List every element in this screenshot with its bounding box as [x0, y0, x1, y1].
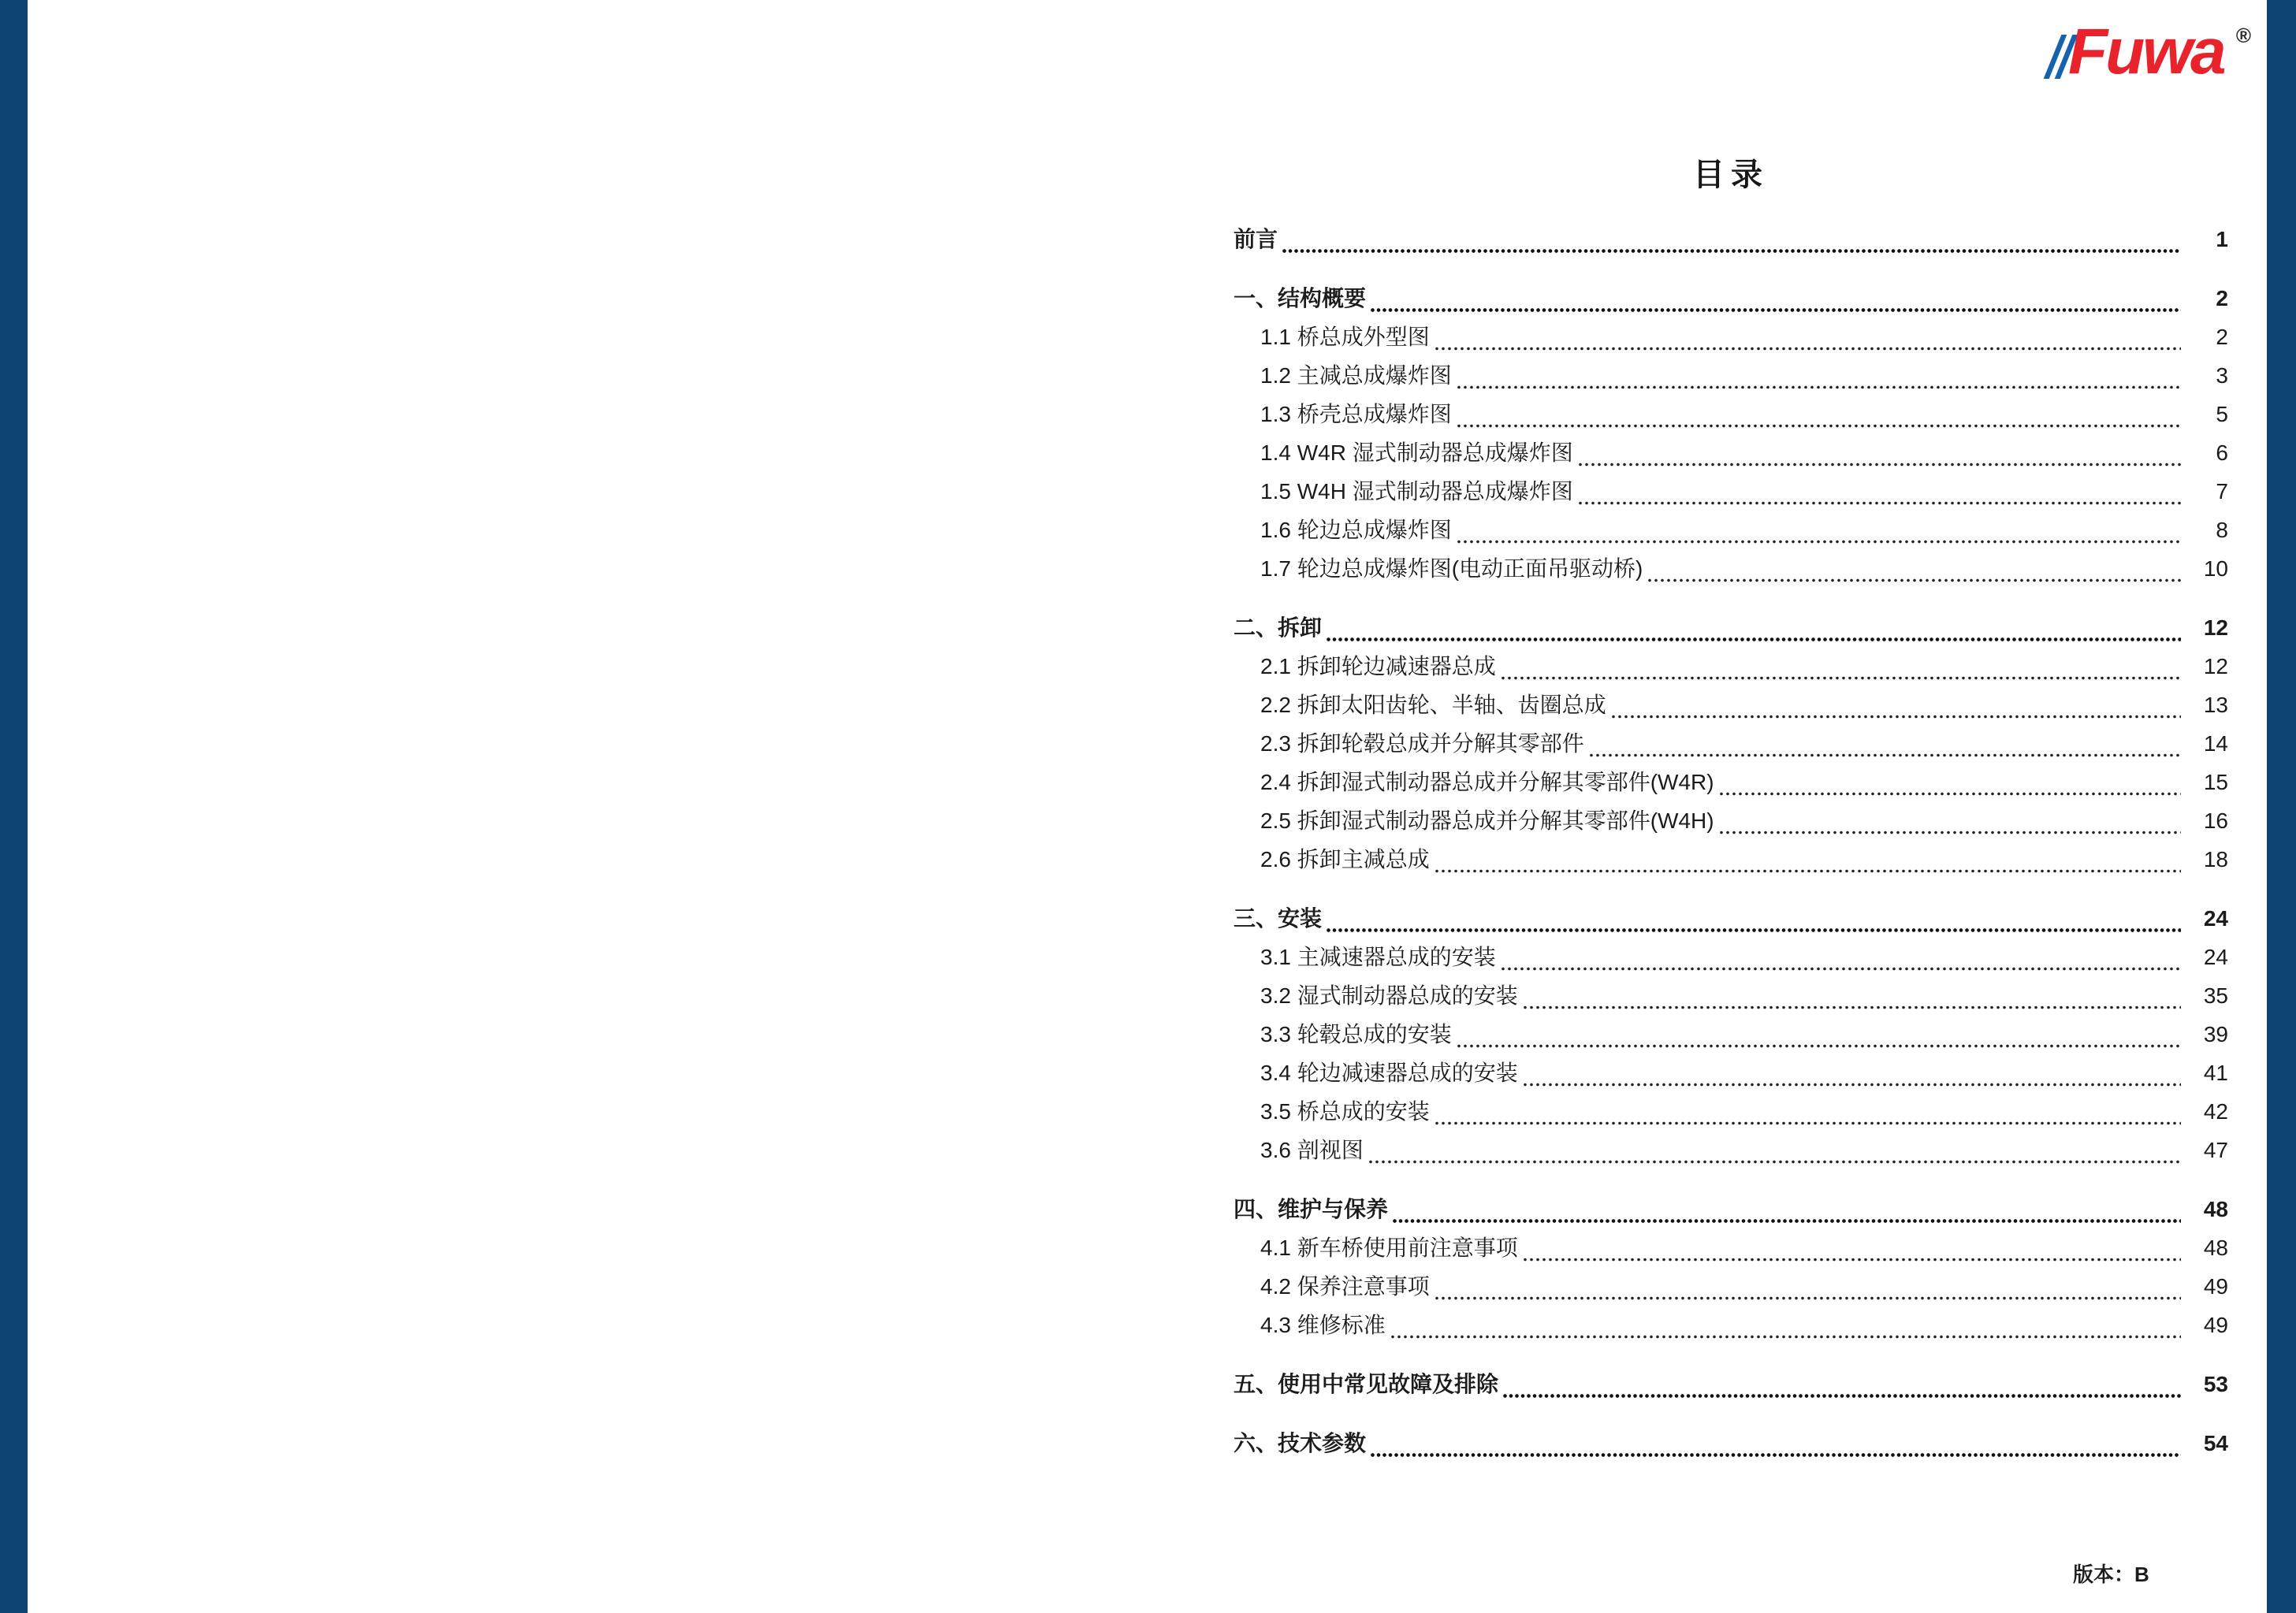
toc-entry[interactable]	[1234, 653, 2228, 692]
toc-page-number: 41	[2186, 1060, 2228, 1613]
toc-entry[interactable]	[1234, 1235, 2228, 1273]
toc-dot-leader	[1522, 1004, 2181, 1011]
toc-entry-label: 1.6 轮边总成爆炸图	[1260, 518, 1452, 542]
toc-dot-leader	[1392, 1217, 2181, 1225]
toc-dot-leader	[1282, 247, 2181, 255]
right-edge-bar	[2267, 0, 2296, 1613]
toc-dot-leader	[1326, 927, 2181, 934]
toc-entry[interactable]	[1234, 1312, 2228, 1351]
toc-entry-label: 2.1 拆卸轮边减速器总成	[1260, 654, 1496, 678]
toc-entry-label: 四、维护与保养	[1234, 1197, 1389, 1221]
toc-entry-label: 4.3 维修标准	[1260, 1313, 1386, 1337]
toc-dot-leader	[1434, 345, 2181, 352]
toc-page-number: 2	[2186, 285, 2228, 1613]
toc-entry[interactable]	[1234, 615, 2228, 653]
toc-entry-label: 2.2 拆卸太阳齿轮、半轴、齿圈总成	[1260, 693, 1606, 717]
toc-page-number: 48	[2186, 1235, 2228, 1613]
toc-entry[interactable]	[1234, 478, 2228, 517]
toc-dot-leader	[1326, 636, 2181, 643]
toc-dot-leader	[1456, 538, 2181, 545]
version-label: 版本：B	[2073, 1563, 2149, 1586]
toc-page-number: 7	[2186, 478, 2228, 1613]
toc-entry[interactable]	[1234, 983, 2228, 1021]
toc-dot-leader	[1370, 307, 2181, 314]
toc-entry-label: 3.1 主减速器总成的安装	[1260, 945, 1496, 969]
toc-page-number: 49	[2186, 1273, 2228, 1613]
toc-entry-label: 4.2 保养注意事项	[1260, 1274, 1430, 1299]
toc-dot-leader	[1500, 965, 2181, 972]
toc-dot-leader	[1456, 1043, 2181, 1050]
toc-dot-leader	[1434, 1120, 2181, 1127]
toc-entry-label: 2.3 拆卸轮毂总成并分解其零部件	[1260, 731, 1584, 756]
toc-entry[interactable]	[1234, 808, 2228, 846]
toc-page-number: 13	[2186, 692, 2228, 1613]
toc-dot-leader	[1522, 1081, 2181, 1088]
toc-entry-label: 2.4 拆卸湿式制动器总成并分解其零部件(W4R)	[1260, 770, 1714, 794]
toc-page-number: 24	[2186, 944, 2228, 1613]
toc-entry[interactable]	[1234, 362, 2228, 401]
toc-page-number: 14	[2186, 730, 2228, 1613]
toc-entry-label: 2.5 拆卸湿式制动器总成并分解其零部件(W4H)	[1260, 808, 1714, 833]
toc-dot-leader	[1370, 1451, 2181, 1459]
toc-page-number: 6	[2186, 440, 2228, 1613]
toc-entry-label: 三、安装	[1234, 906, 1323, 931]
toc-dot-leader	[1456, 384, 2181, 391]
toc-entry[interactable]	[1234, 905, 2228, 944]
toc-dot-leader	[1577, 461, 2181, 468]
toc-dot-leader	[1718, 790, 2181, 797]
toc-entry-label: 3.5 桥总成的安装	[1260, 1099, 1430, 1124]
toc-entry[interactable]	[1234, 1060, 2228, 1098]
toc-dot-leader	[1522, 1256, 2181, 1263]
toc-page-number: 10	[2186, 556, 2228, 1613]
logo-brand-text: Fuwa	[2068, 16, 2224, 87]
toc-entry[interactable]	[1234, 440, 2228, 478]
toc-entry-label: 1.7 轮边总成爆炸图(电动正面吊驱动桥)	[1260, 556, 1643, 581]
toc-page-number: 16	[2186, 808, 2228, 1613]
toc-dot-leader	[1718, 829, 2181, 836]
toc-entry[interactable]	[1234, 730, 2228, 769]
toc-entry-label: 4.1 新车桥使用前注意事项	[1260, 1236, 1518, 1260]
toc-page-number: 47	[2186, 1137, 2228, 1613]
toc-entry-label: 3.6 剖视图	[1260, 1138, 1364, 1162]
toc-entry[interactable]	[1234, 1430, 2228, 1469]
fuwa-logo	[2045, 16, 2251, 97]
toc-entry[interactable]	[1234, 1273, 2228, 1312]
toc-dot-leader	[1368, 1158, 2181, 1165]
toc-page-number: 5	[2186, 401, 2228, 1613]
toc-entry[interactable]	[1234, 517, 2228, 556]
toc-entry[interactable]	[1234, 401, 2228, 440]
toc-entry-label: 1.3 桥壳总成爆炸图	[1260, 402, 1452, 426]
toc-entry-label: 3.4 轮边减速器总成的安装	[1260, 1061, 1518, 1085]
toc-page-number: 2	[2186, 324, 2228, 1613]
toc-entry-label: 六、技术参数	[1234, 1431, 1367, 1455]
toc-entry[interactable]	[1234, 1098, 2228, 1137]
toc-entry[interactable]	[1234, 226, 2228, 265]
toc-entry-label: 前言	[1234, 227, 1278, 251]
toc-entry-label: 1.1 桥总成外型图	[1260, 325, 1430, 349]
toc-entry[interactable]	[1234, 285, 2228, 324]
toc-entry-label: 五、使用中常见故障及排除	[1234, 1372, 1499, 1396]
toc-entry-label: 1.2 主减总成爆炸图	[1260, 363, 1452, 388]
toc-entry[interactable]	[1234, 1196, 2228, 1235]
toc-entry[interactable]	[1234, 1137, 2228, 1176]
toc-page-number: 54	[2186, 1430, 2228, 1613]
toc-page-number: 24	[2186, 905, 2228, 1613]
toc-entry-label: 3.2 湿式制动器总成的安装	[1260, 983, 1518, 1008]
toc-page-number: 42	[2186, 1098, 2228, 1613]
toc-entry[interactable]	[1234, 1371, 2228, 1410]
toc-entry-label: 2.6 拆卸主减总成	[1260, 847, 1430, 872]
toc-dot-leader	[1610, 713, 2181, 720]
toc-entry[interactable]	[1234, 769, 2228, 808]
toc-page-number: 1	[2186, 226, 2228, 1613]
toc-list	[1234, 226, 2228, 1469]
toc-dot-leader	[1588, 752, 2181, 759]
toc-page-number: 18	[2186, 846, 2228, 1613]
registered-trademark-icon: ®	[2235, 24, 2251, 47]
toc-entry-label: 1.5 W4H 湿式制动器总成爆炸图	[1260, 479, 1573, 504]
toc-entry[interactable]	[1234, 846, 2228, 885]
toc-entry[interactable]	[1234, 324, 2228, 362]
toc-entry[interactable]	[1234, 556, 2228, 594]
toc-entry[interactable]	[1234, 1021, 2228, 1060]
toc-entry-label: 二、拆卸	[1234, 615, 1323, 640]
left-edge-bar	[0, 0, 28, 1613]
toc-entry[interactable]	[1234, 944, 2228, 983]
toc-dot-leader	[1502, 1392, 2181, 1399]
toc-dot-leader	[1577, 500, 2181, 507]
toc-page-number: 35	[2186, 983, 2228, 1613]
toc-page-number: 15	[2186, 769, 2228, 1613]
toc-entry-label: 3.3 轮毂总成的安装	[1260, 1022, 1452, 1046]
page-title: 目录	[1693, 158, 1769, 192]
toc-dot-leader	[1500, 675, 2181, 682]
toc-page-number: 48	[2186, 1196, 2228, 1613]
toc-entry[interactable]	[1234, 692, 2228, 730]
toc-entry-label: 1.4 W4R 湿式制动器总成爆炸图	[1260, 440, 1573, 465]
toc-dot-leader	[1434, 868, 2181, 875]
toc-dot-leader	[1647, 577, 2181, 584]
toc-page-number: 8	[2186, 517, 2228, 1613]
toc-page-number: 49	[2186, 1312, 2228, 1613]
toc-dot-leader	[1434, 1295, 2181, 1302]
toc-page-number: 12	[2186, 653, 2228, 1613]
toc-page-number: 39	[2186, 1021, 2228, 1613]
toc-page-number: 53	[2186, 1371, 2228, 1613]
toc-dot-leader	[1456, 422, 2181, 429]
toc-page-number: 12	[2186, 615, 2228, 1613]
toc-dot-leader	[1390, 1333, 2181, 1340]
toc-page-number: 3	[2186, 362, 2228, 1613]
toc-entry-label: 一、结构概要	[1234, 286, 1367, 310]
